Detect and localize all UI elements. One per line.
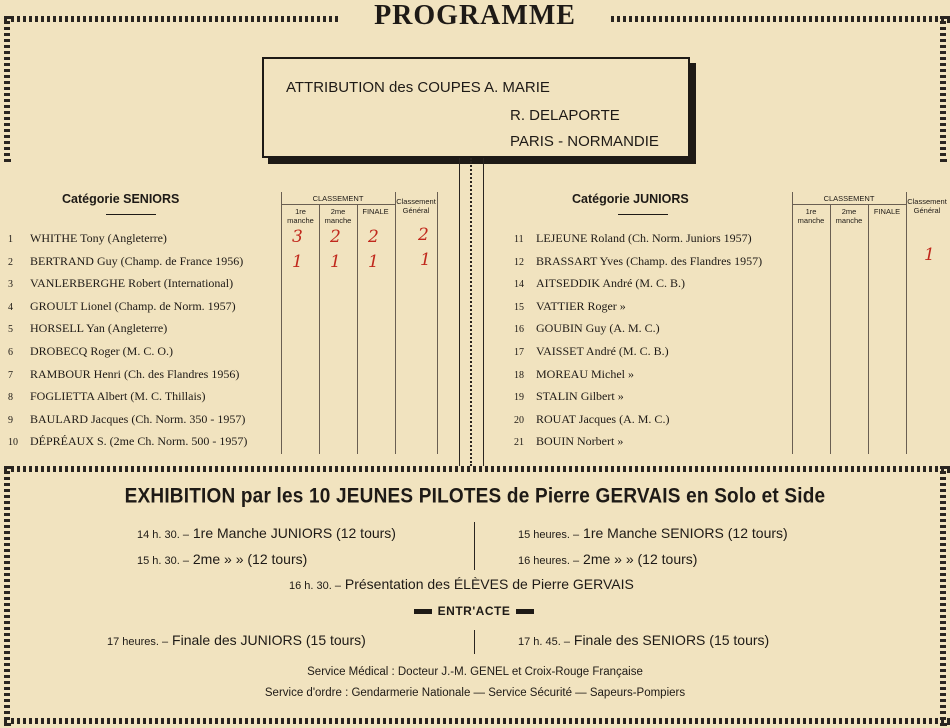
juniors-col-1: 1re manche — [797, 207, 825, 225]
juniors-number: 20 — [514, 414, 524, 426]
juniors-name: AITSEDDIK André (M. C. B.) — [536, 276, 685, 291]
seniors-score-2-4: 1 — [420, 250, 431, 270]
cups-line-2: R. DELAPORTE — [510, 107, 620, 124]
seniors-col-2: 2me manche — [324, 207, 352, 225]
seniors-number: 6 — [8, 347, 13, 358]
schedule-separator-bottom — [474, 630, 475, 654]
seniors-number: 7 — [8, 369, 13, 381]
seniors-number: 9 — [8, 414, 13, 426]
juniors-number: 16 — [514, 324, 524, 336]
juniors-name: VAISSET André (M. C. B.) — [536, 344, 669, 358]
juniors-number: 21 — [514, 437, 524, 449]
exhibition-title: EXHIBITION par les 10 JEUNES PILOTES de Pierre GERVAIS en Solo et Side — [124, 484, 826, 508]
footer-medical: Service Médical : Docteur J.-M. GENEL et Croix-Rouge Française — [307, 666, 643, 678]
juniors-row — [514, 344, 669, 359]
seniors-col-3: FINALE — [362, 207, 389, 216]
seniors-number: 5 — [8, 324, 13, 336]
seniors-name: DÉPRÉAUX S. (2me Ch. Norm. 500 - 1957) — [30, 434, 248, 449]
cups-line-3: PARIS - NORMANDIE — [510, 133, 659, 150]
seniors-row — [8, 276, 233, 291]
seniors-underline — [106, 214, 156, 215]
juniors-row — [514, 254, 762, 269]
seniors-row — [8, 389, 205, 404]
juniors-classement-label: CLASSEMENT — [823, 194, 875, 203]
schedule-item-4: 16 heures. – 2me » » (12 tours) — [518, 551, 698, 567]
seniors-name: GROULT Lionel (Champ. de Norm. 1957) — [30, 298, 236, 313]
entracte-banner — [398, 604, 550, 618]
seniors-number: 2 — [8, 256, 13, 268]
juniors-number: 12 — [514, 256, 524, 268]
page-title: PROGRAMME — [340, 2, 610, 30]
juniors-name: VATTIER Roger » — [536, 298, 626, 313]
juniors-name: LEJEUNE Roland (Ch. Norm. Juniors 1957) — [536, 231, 752, 245]
bottom-dotted-border — [4, 718, 950, 724]
juniors-row — [514, 434, 623, 449]
seniors-score-1-4: 2 — [418, 225, 429, 245]
seniors-row — [8, 367, 239, 382]
cups-box — [262, 57, 690, 158]
seniors-classement-label: CLASSEMENT — [312, 194, 364, 203]
seniors-score-2-3: 1 — [368, 252, 379, 272]
seniors-number: 8 — [8, 392, 13, 404]
seniors-score-1-1: 3 — [292, 227, 303, 247]
seniors-number: 10 — [8, 437, 18, 449]
seniors-number: 1 — [8, 234, 13, 245]
entracte-bar-left — [414, 609, 432, 614]
left-dotted-border-top — [4, 16, 10, 162]
cups-line-1: ATTRIBUTION des COUPES A. MARIE — [286, 79, 550, 96]
seniors-name: HORSELL Yan (Angleterre) — [30, 321, 168, 336]
center-separator — [459, 158, 485, 466]
seniors-name: WHITHE Tony (Angleterre) — [30, 231, 167, 245]
seniors-row — [8, 254, 243, 269]
juniors-underline — [618, 214, 668, 215]
seniors-name: BERTRAND Guy (Champ. de France 1956) — [30, 253, 244, 268]
juniors-score-2-general: 1 — [924, 245, 935, 265]
entracte-label: ENTR'ACTE — [437, 604, 511, 618]
seniors-row — [8, 412, 245, 427]
seniors-number: 3 — [8, 279, 13, 291]
seniors-score-2-1: 1 — [292, 252, 303, 272]
juniors-row — [514, 299, 626, 314]
seniors-row — [8, 434, 247, 449]
footer-order: Service d'ordre : Gendarmerie Nationale — Service Sécurité — Sapeurs-Pompiers — [264, 687, 686, 699]
seniors-heading: Catégorie SENIORS — [62, 192, 180, 206]
juniors-name: BOUIN Norbert » — [536, 434, 624, 449]
seniors-name: VANLERBERGHE Robert (International) — [30, 276, 234, 291]
juniors-row — [514, 276, 685, 291]
juniors-row — [514, 231, 752, 246]
seniors-score-1-3: 2 — [368, 227, 379, 247]
seniors-name: DROBECQ Roger (M. C. O.) — [30, 344, 173, 358]
schedule-separator-top — [474, 522, 475, 570]
seniors-name: BAULARD Jacques (Ch. Norm. 350 - 1957) — [30, 411, 246, 426]
seniors-name: RAMBOUR Henri (Ch. des Flandres 1956) — [30, 366, 240, 381]
schedule-item-2: 15 h. 30. – 2me » » (12 tours) — [137, 551, 308, 567]
juniors-number: 19 — [514, 392, 524, 404]
juniors-number: 17 — [514, 347, 524, 358]
juniors-row — [514, 389, 624, 404]
seniors-row — [8, 321, 167, 336]
juniors-row — [514, 321, 660, 336]
juniors-number: 11 — [514, 234, 524, 245]
juniors-col-3: FINALE — [873, 207, 901, 216]
middle-dotted-border — [4, 466, 950, 472]
juniors-number: 15 — [514, 301, 524, 313]
juniors-name: BRASSART Yves (Champ. des Flandres 1957) — [536, 253, 763, 268]
juniors-general-label: Classement Général — [907, 197, 947, 215]
seniors-col-1: 1re manche — [287, 207, 314, 225]
seniors-row — [8, 231, 167, 246]
juniors-number: 14 — [514, 279, 524, 291]
schedule-item-5: 16 h. 30. – Présentation des ÉLÈVES de Pierre GERVAIS — [289, 576, 634, 592]
right-dotted-border-top — [940, 16, 946, 162]
seniors-row — [8, 299, 236, 314]
juniors-col-2: 2me manche — [835, 207, 863, 225]
juniors-heading: Catégorie JUNIORS — [572, 192, 689, 206]
seniors-score-2-2: 1 — [330, 252, 341, 272]
juniors-row — [514, 412, 669, 427]
seniors-name: FOGLIETTA Albert (M. C. Thillais) — [30, 389, 206, 404]
seniors-score-1-2: 2 — [330, 227, 341, 247]
juniors-name: MOREAU Michel » — [536, 366, 634, 381]
seniors-row — [8, 344, 173, 359]
schedule-item-7: 17 h. 45. – Finale des SENIORS (15 tours) — [518, 632, 770, 648]
juniors-name: STALIN Gilbert » — [536, 389, 624, 404]
juniors-row — [514, 367, 634, 382]
juniors-name: GOUBIN Guy (A. M. C.) — [536, 321, 660, 336]
juniors-number: 18 — [514, 369, 524, 381]
seniors-general-label: Classement Général — [396, 197, 436, 215]
seniors-number: 4 — [8, 301, 13, 313]
juniors-name: ROUAT Jacques (A. M. C.) — [536, 411, 670, 426]
schedule-item-1: 14 h. 30. – 1re Manche JUNIORS (12 tours) — [137, 525, 396, 541]
schedule-item-6: 17 heures. – Finale des JUNIORS (15 tours) — [107, 632, 366, 648]
entracte-bar-right — [516, 609, 534, 614]
schedule-item-3: 15 heures. – 1re Manche SENIORS (12 tours) — [518, 525, 788, 541]
